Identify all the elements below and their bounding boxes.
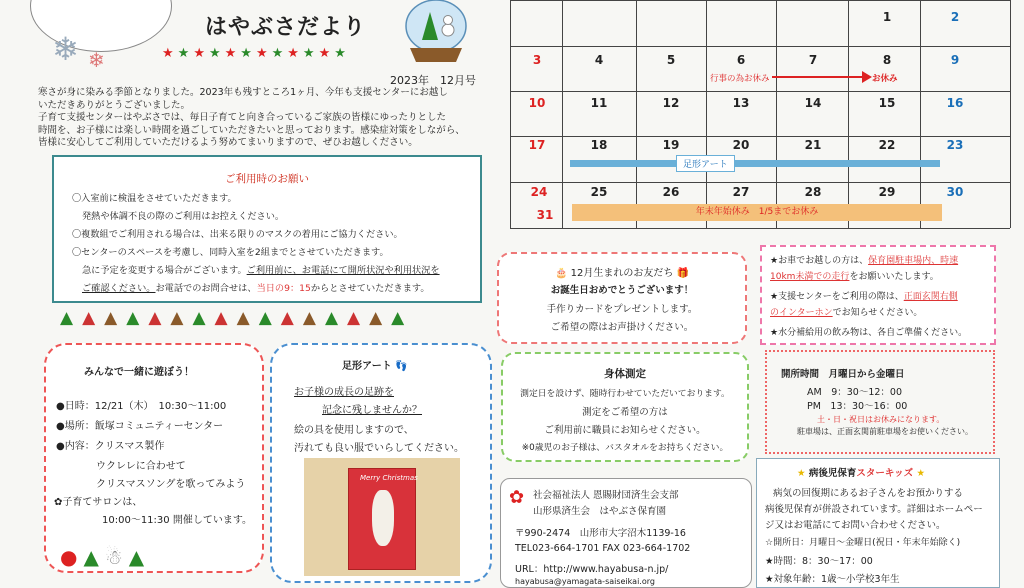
foot-line: 記念に残しませんか？ [322, 405, 422, 416]
visitor-info-box [760, 245, 996, 345]
org-url[interactable]: URL：http://www.hayabusa-n.jp/ [515, 564, 669, 575]
sick-line: ★時間：8：30～17：00 [765, 556, 873, 567]
organization-box [500, 478, 752, 588]
calendar-day: 15 [878, 96, 896, 110]
usage-notice-box [52, 155, 482, 303]
play-together-box [44, 343, 264, 573]
sick-line: ★対象年齢：1歳～小学校3年生 [765, 574, 900, 585]
calendar-day: 6 [736, 53, 746, 67]
footprint-shape [372, 490, 394, 546]
birthday-title: 🎂 12月生まれのお友だち 🎁 [554, 268, 689, 279]
footprint-event-bar [570, 160, 940, 167]
snowflake-icon: ❄ [52, 30, 79, 68]
notice-line: 発熱や体調不良の際のご利用はお控えください。 [82, 211, 285, 222]
calendar-day: 22 [878, 138, 896, 152]
calendar-day: 20 [732, 138, 750, 152]
notice-underlined: ご利用前に、お電話にて開所状況や利用状況を [246, 265, 440, 276]
play-content: ●内容：クリスマス製作 [56, 441, 165, 452]
calendar-day: 25 [590, 185, 608, 199]
calendar-day: 12 [662, 96, 680, 110]
measure-line: ご利用前に職員にお知らせください。 [544, 425, 706, 436]
hours-am: AM 9：30～12：00 [807, 387, 903, 398]
christmas-decoration [60, 545, 150, 569]
card-greeting: Merry Christmas [360, 474, 418, 482]
intro-line: 時間を、お子様には楽しい時間を過ごしていただきたいと思っております。感染症対策をしながら、 [38, 124, 465, 136]
info-line: 10km未満での走行をお願いいたします。 [770, 272, 939, 282]
org-address: 〒990-2474 山形市大字沼木1139-16 [515, 528, 686, 539]
calendar-day: 10 [528, 96, 546, 110]
logo-icon: ✿ [509, 487, 525, 508]
info-line: ★支援センターをご利用の際は、正面玄関右側 [770, 292, 958, 302]
body-measurement-box [501, 352, 749, 462]
foot-line: お子様の成長の足跡を [294, 387, 394, 398]
calendar-day: 26 [662, 185, 680, 199]
tree-garland: ▲▲▲▲▲▲▲▲▲▲▲▲▲▲▲▲ [60, 308, 414, 328]
calendar-day: 5 [666, 53, 676, 67]
play-place: ●場所：飯塚コミュニティーセンター [56, 421, 224, 432]
hours-pm: PM 13：30～16：00 [807, 401, 908, 412]
footprint-icon: 👣 [391, 361, 408, 372]
foot-line: 汚れても良い服でいらしてください。 [294, 443, 464, 454]
info-line: ★お車でお越しの方は、保育園駐車場内、時速 [770, 256, 959, 266]
intro-line: いただきありがとうございました。 [38, 99, 191, 111]
calendar-day: 24 [530, 185, 548, 199]
star-icon: ★ [913, 468, 925, 479]
notice-line [82, 262, 440, 276]
calendar-day: 9 [950, 53, 960, 67]
play-salon: 10:00～11:30 開催しています。 [102, 515, 253, 526]
calendar-day: 17 [528, 138, 546, 152]
calendar-day: 14 [804, 96, 822, 110]
calendar-day: 21 [804, 138, 822, 152]
info-line: ★水分補給用の飲み物は、各自ご準備ください。 [770, 328, 968, 338]
event-closed-label: 行事の為お休み [710, 74, 770, 84]
new-year-holiday-bar: 年末年始休み 1/5までお休み [572, 204, 942, 221]
ornament-icon: ● [60, 545, 84, 569]
calendar-day: 7 [808, 53, 818, 67]
calendar-day: 23 [946, 138, 964, 152]
calendar-day: 1 [882, 10, 892, 24]
calendar-day: 30 [946, 185, 964, 199]
cake-icon: 🎂 [554, 268, 571, 279]
calendar-day: 11 [590, 96, 608, 110]
foot-line: 絵の具を使用しますので、 [294, 425, 414, 436]
opening-hours [775, 358, 985, 446]
gift-icon: 🎁 [673, 268, 689, 279]
notice-line [82, 280, 430, 294]
arrow-line [772, 76, 862, 78]
star-garland: ★★★★★★★★★★★★ [162, 46, 350, 61]
arrow-icon [862, 71, 872, 83]
play-salon: ✿子育てサロンは、 [54, 497, 143, 508]
notice-underlined: ご確認ください。 [82, 283, 156, 294]
birthday-line: ご希望の際はお声掛けください。 [550, 322, 694, 333]
newsletter-title: はやぶさだより [205, 15, 367, 40]
org-name: 山形県済生会 はやぶさ保育園 [533, 506, 667, 517]
measure-line: 測定日を設けず、随時行わせていただいております。 [520, 389, 730, 399]
snowflake-small-icon: ❄ [88, 48, 105, 72]
intro-line: 皆様に安心してご利用していただけるよう努めてまいりますので、ぜひお越しください。 [38, 137, 418, 149]
snow-globe-icon [392, 0, 480, 64]
sick-line: ジ又はお電話にてお問い合わせください。 [765, 520, 946, 531]
foot-title: 足形アート 👣 [342, 361, 408, 372]
tree-icon: ▲ [128, 545, 151, 569]
measure-line: 測定をご希望の方は [582, 407, 668, 418]
notice-text: 急に予定を変更する場合がございます。 [82, 265, 247, 276]
calendar-day: 29 [878, 185, 896, 199]
notice-text: からとさせていただきます。 [310, 283, 430, 294]
birthday-line: 手作りカードをプレゼントします。 [546, 304, 698, 315]
star-icon: ★ [797, 468, 809, 479]
play-title: みんなで一緒に遊ぼう！ [84, 367, 194, 378]
calendar-day: 16 [946, 96, 964, 110]
intro-text [38, 87, 506, 150]
issue-date: 2023年 12月号 [390, 74, 476, 87]
intro-line: 子育て支援センターはやぶさでは、毎日子育てと向き合っているご家族の皆様にゆったりとした [38, 112, 447, 124]
sick-line: 病後児保育が併設されています。詳細はホームペー [765, 504, 983, 515]
notice-line: 〇複数組でご利用される場合は、出来る限りのマスクの着用にご協力ください。 [72, 229, 403, 240]
calendar-day: 3 [532, 53, 542, 67]
org-phone: TEL023-664-1701 FAX 023-664-1702 [515, 543, 691, 554]
calendar-day: 8 [882, 53, 892, 67]
hours-parking: 駐車場は、正面玄関前駐車場をお使いください。 [797, 427, 973, 436]
sick-child-care-box [756, 458, 1000, 588]
info-line: のインターホンでお知らせください。 [770, 308, 923, 318]
notice-time: 当日の9：15 [256, 283, 311, 294]
intro-line: 寒さが身に染みる季節となりました。2023年も残すところ1ヶ月、今年も支援センターにお越し [38, 87, 448, 98]
notice-text: お電話でのお問合せは、 [155, 283, 257, 294]
tree-icon: ▲ [83, 545, 105, 569]
hours-title: 開所時間 月曜日から金曜日 [781, 369, 905, 380]
org-type: 社会福祉法人 恩賜財団済生会支部 [533, 490, 679, 501]
play-content: クリスマスソングを歌ってみよう [96, 479, 246, 490]
org-email[interactable]: hayabusa@yamagata-saiseikai.org [515, 577, 655, 586]
measure-title: 身体測定 [604, 368, 646, 380]
calendar-day: 27 [732, 185, 750, 199]
calendar-day: 28 [804, 185, 822, 199]
sick-line: 病気の回復期にあるお子さんをお預かりする [773, 488, 964, 499]
footprint-event-label: 足形アート [676, 155, 735, 172]
calendar-day: 13 [732, 96, 750, 110]
calendar-day: 18 [590, 138, 608, 152]
calendar-day: 19 [662, 138, 680, 152]
play-date: ●日時：12/21（木） 10:30～11:00 [56, 401, 227, 412]
notice-line: 〇入室前に検温をさせていただきます。 [72, 193, 237, 204]
play-content: ウクレレに合わせて [96, 461, 186, 472]
sick-title: ★ 病後児保育スターキッズ ★ [797, 468, 925, 479]
birthday-line: お誕生日おめでとうございます！ [550, 285, 694, 296]
calendar-day: 31 [536, 208, 554, 222]
calendar-day: 2 [950, 10, 960, 24]
notice-line: 〇センターのスペースを考慮し、同時入室を2組までとさせていただきます。 [72, 247, 389, 258]
measure-line: ※0歳児のお子様は、バスタオルをお持ちください。 [521, 443, 729, 453]
event-holiday-label: お休み [872, 74, 898, 84]
sick-line: ☆開所日：月曜日～金曜日(祝日・年末年始除く) [765, 538, 961, 548]
snowman-icon: ☃ [104, 545, 129, 569]
hours-closed: 土・日・祝日はお休みになります。 [817, 415, 945, 424]
calendar-day: 4 [594, 53, 604, 67]
notice-title: ご利用時のお願い [225, 173, 309, 185]
birthday-box [497, 252, 747, 344]
